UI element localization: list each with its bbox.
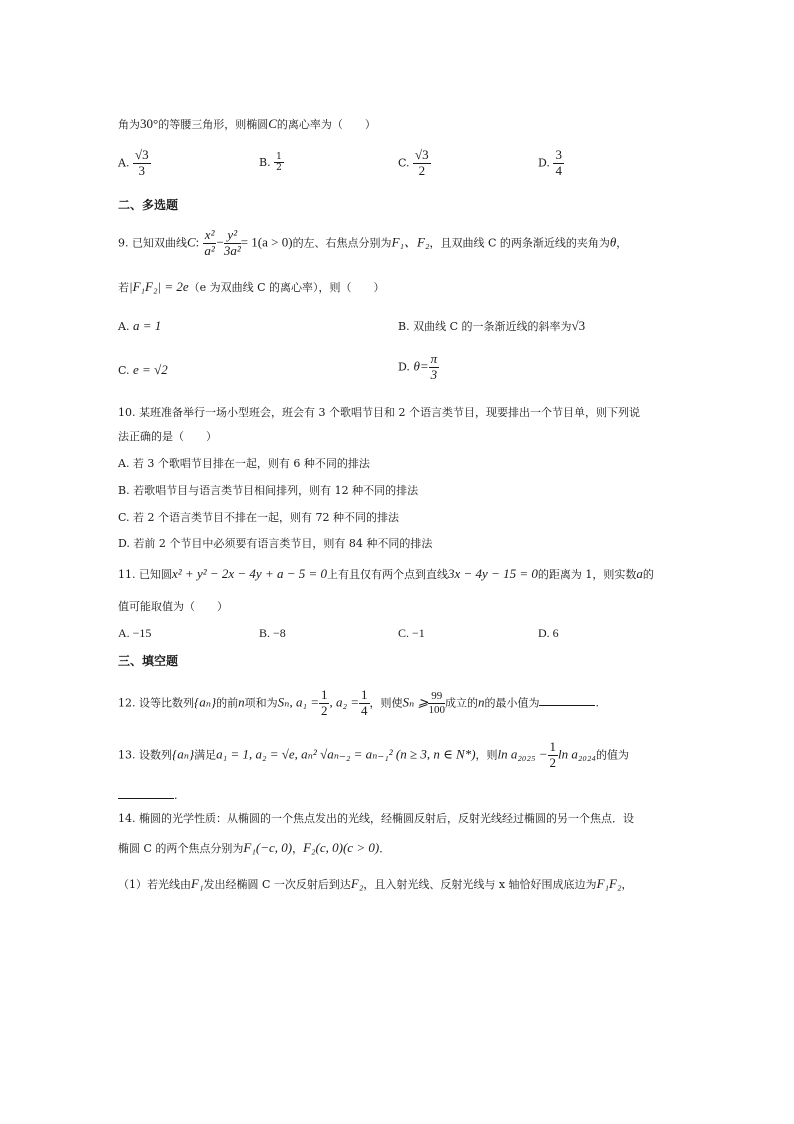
- fraction: [133, 148, 151, 179]
- q14-sep: ，: [292, 842, 304, 855]
- numerator: x²: [204, 227, 215, 242]
- numerator: 99: [428, 690, 445, 704]
- fraction: [553, 148, 564, 179]
- fraction: [224, 228, 241, 259]
- q8-option-c: [398, 148, 431, 179]
- q10-line2: 法正确的是（ ）: [118, 430, 217, 443]
- denominator: 4: [555, 162, 562, 178]
- option-math: a = 1: [132, 318, 162, 333]
- q9-text-d: ，: [616, 236, 628, 250]
- q12-text-a: 12. 设等比数列: [118, 696, 194, 710]
- q8-var-c: C: [268, 116, 277, 131]
- denominator: 2: [276, 163, 282, 174]
- q11-text-c: 的距离为 1，则实数: [537, 568, 637, 581]
- q9-text-b: 的左、右焦点分别为: [292, 236, 392, 250]
- q13-answer-line: [118, 786, 178, 802]
- q12-period: .: [595, 696, 599, 710]
- section-heading-fill-in: 三、填空题: [118, 654, 179, 668]
- q12-var-n2: n: [477, 694, 485, 710]
- denominator: 3: [430, 366, 438, 382]
- q9-option-a: [118, 318, 161, 334]
- answer-blank[interactable]: [118, 786, 174, 799]
- option-label: B.: [259, 155, 271, 169]
- option-label: A.: [118, 156, 130, 170]
- q11-text-a: 11. 已知圆: [118, 568, 172, 581]
- q11-text-d: 的: [642, 568, 654, 581]
- q9-text-c: ，且双曲线 C 的两条渐近线的夹角为: [429, 236, 610, 250]
- option-label: C.: [398, 156, 410, 170]
- numerator: √3: [415, 147, 429, 162]
- fraction: [203, 228, 217, 259]
- numerator: 1: [361, 687, 368, 702]
- section-heading-multiple-choice: 二、多选题: [118, 198, 179, 212]
- q8-text-b: 的等腰三角形，则椭圆: [158, 118, 269, 131]
- q12-var-n: n: [238, 694, 245, 710]
- q11-option-a: A. −15: [118, 626, 152, 640]
- q9-text-if: 若: [118, 281, 129, 294]
- numerator: 1: [276, 152, 282, 162]
- q14-f2: F₂: [350, 876, 364, 891]
- q12-sn: Sₙ, a₁ =: [277, 694, 319, 710]
- q14-part1-b: 发出经椭圆 C 一次反射后到达: [203, 878, 351, 891]
- option-text: 双曲线 C 的一条渐近线的斜率为: [413, 320, 572, 333]
- q10-option-c: C. 若 2 个语言类节目不排在一起，则有 72 种不同的排法: [118, 511, 399, 524]
- q14-period: ．: [379, 842, 391, 855]
- q11-line2: 值可能取值为（ ）: [118, 600, 228, 613]
- q14-f1f2: F₁F₂: [596, 876, 622, 891]
- q13-text-b: 满足: [194, 748, 217, 762]
- q12-text-e: 成立的: [444, 696, 478, 710]
- denominator: 2: [418, 162, 426, 178]
- q8-stem-tail: [118, 116, 376, 132]
- numerator: 1: [549, 739, 556, 754]
- denominator: 3a²: [223, 242, 241, 258]
- option-label: D.: [398, 360, 410, 374]
- q11-circle-equation: x² + y² − 2x − 4y + a − 5 = 0: [172, 566, 328, 581]
- q14-focus-1: F₁(−c, 0): [243, 840, 293, 855]
- answer-blank[interactable]: [539, 693, 595, 706]
- q9-var-c: C: [187, 234, 196, 250]
- fraction: [413, 148, 431, 179]
- q14-line2: [118, 840, 390, 856]
- option-label: D.: [538, 156, 550, 170]
- option-math: θ=: [413, 358, 429, 374]
- q10-option-a: A. 若 3 个歌唱节目排在一起，则有 6 种不同的排法: [118, 457, 370, 470]
- q13-text-a: 13. 设数列: [118, 748, 172, 762]
- q12-line: [118, 688, 599, 719]
- q9-line1: [118, 228, 627, 259]
- numerator: 3: [555, 147, 562, 162]
- q8-angle: 30°: [140, 116, 159, 131]
- q10-line1: 10. 某班准备举行一场小型班会，班会有 3 个歌唱节目和 2 个语言类节目，现要排出一个节目单，则下列说: [118, 406, 640, 419]
- option-label: A.: [118, 320, 130, 333]
- q9-option-b: [398, 318, 585, 334]
- q12-a2: , a₂ =: [329, 694, 360, 710]
- q9-eq-rest: = 1(a > 0): [240, 234, 293, 250]
- q8-text-c: 的离心率为（ ）: [276, 118, 376, 131]
- fraction: [548, 740, 559, 771]
- denominator: 2: [320, 702, 328, 718]
- numerator: y²: [224, 228, 241, 244]
- q11-option-b: B. −8: [259, 626, 286, 640]
- q14-text-a: 椭圆 C 的两个焦点分别为: [118, 842, 244, 855]
- option-label: C.: [118, 364, 130, 377]
- q14-line1: 14. 椭圆的光学性质：从椭圆的一个焦点发出的光线，经椭圆反射后，反射光线经过椭圆的另一个焦点．设: [118, 812, 634, 825]
- fraction: [359, 688, 370, 719]
- q12-sequence: {aₙ}: [194, 694, 217, 710]
- denominator: 100: [428, 703, 445, 716]
- denominator: 4: [361, 702, 368, 718]
- q8-option-b: [259, 152, 284, 174]
- q14-part1-c: ，且入射光线、反射光线与 x 轴恰好围成底边为: [363, 878, 597, 891]
- q13-condition: a₁ = 1, a₂ = √e, aₙ² √aₙ₋₂ = aₙ₋₁² (n ≥ 3, n ∈ N*): [216, 746, 476, 762]
- q8-option-a: [118, 148, 151, 179]
- q9-foci: F₁、F₂: [391, 234, 430, 250]
- fraction: [428, 690, 445, 716]
- fraction: [429, 352, 440, 383]
- q13-sequence: {aₙ}: [172, 746, 195, 762]
- minus-sign: −: [216, 234, 224, 250]
- q11-var-a: a: [636, 566, 643, 581]
- denominator: a²: [204, 242, 215, 258]
- q11-line1: [118, 566, 654, 582]
- q13-period: .: [174, 789, 178, 802]
- q12-sn-ineq: Sₙ ⩾: [402, 694, 429, 710]
- q9-option-c: [118, 362, 168, 378]
- q14-f1: F₁: [191, 876, 204, 891]
- q11-option-d: D. 6: [538, 626, 559, 640]
- q13-expr-2: ln a₂₀₂₄: [558, 746, 596, 762]
- q13-text-d: 的值为: [595, 748, 629, 762]
- q9-text-then: （e 为双曲线 C 的离心率），则（ ）: [188, 281, 385, 294]
- q14-comma: ，: [621, 878, 633, 891]
- q9-colon: :: [195, 234, 200, 250]
- q8-option-d: [538, 148, 564, 179]
- numerator: π: [430, 351, 438, 366]
- q8-text-a: 角为: [118, 118, 140, 131]
- q11-text-b: 上有且仅有两个点到直线: [327, 568, 449, 581]
- option-math: √3: [571, 318, 586, 333]
- q14-line3: [118, 876, 632, 892]
- q9-focal-distance: |F₁F₂| = 2e: [129, 279, 189, 294]
- numerator: √3: [134, 147, 149, 162]
- option-label: B.: [398, 320, 410, 333]
- q11-option-c: C. −1: [398, 626, 425, 640]
- q9-line2: [118, 279, 385, 295]
- q13-line: [118, 740, 629, 771]
- option-math: e = √2: [133, 362, 168, 377]
- denominator: 2: [549, 754, 556, 770]
- q9-text-a: 9. 已知双曲线: [118, 236, 187, 250]
- q12-text-d: ，则使: [369, 696, 403, 710]
- q10-option-b: B. 若歌唱节目与语言类节目相间排列，则有 12 种不同的排法: [118, 484, 419, 497]
- q9-theta: θ: [609, 234, 617, 250]
- q13-expr-1: ln a₂₀₂₅ −: [497, 746, 548, 762]
- q11-line-equation: 3x − 4y − 15 = 0: [448, 566, 538, 581]
- fraction: [319, 688, 330, 719]
- q13-text-c: ，则: [475, 748, 498, 762]
- q14-part1-a: （1）若光线由: [118, 878, 191, 891]
- numerator: 1: [320, 687, 328, 702]
- q12-text-f: 的最小值为: [484, 696, 540, 710]
- q14-focus-2: F₂(c, 0)(c > 0): [303, 840, 380, 855]
- fraction: [274, 152, 284, 174]
- q12-text-c: 项和为: [244, 696, 278, 710]
- q10-option-d: D. 若前 2 个节目中必须要有语言类节目，则有 84 种不同的排法: [118, 537, 433, 550]
- q9-option-d: [398, 352, 439, 383]
- denominator: 3: [138, 162, 146, 178]
- q12-text-b: 的前: [216, 696, 239, 710]
